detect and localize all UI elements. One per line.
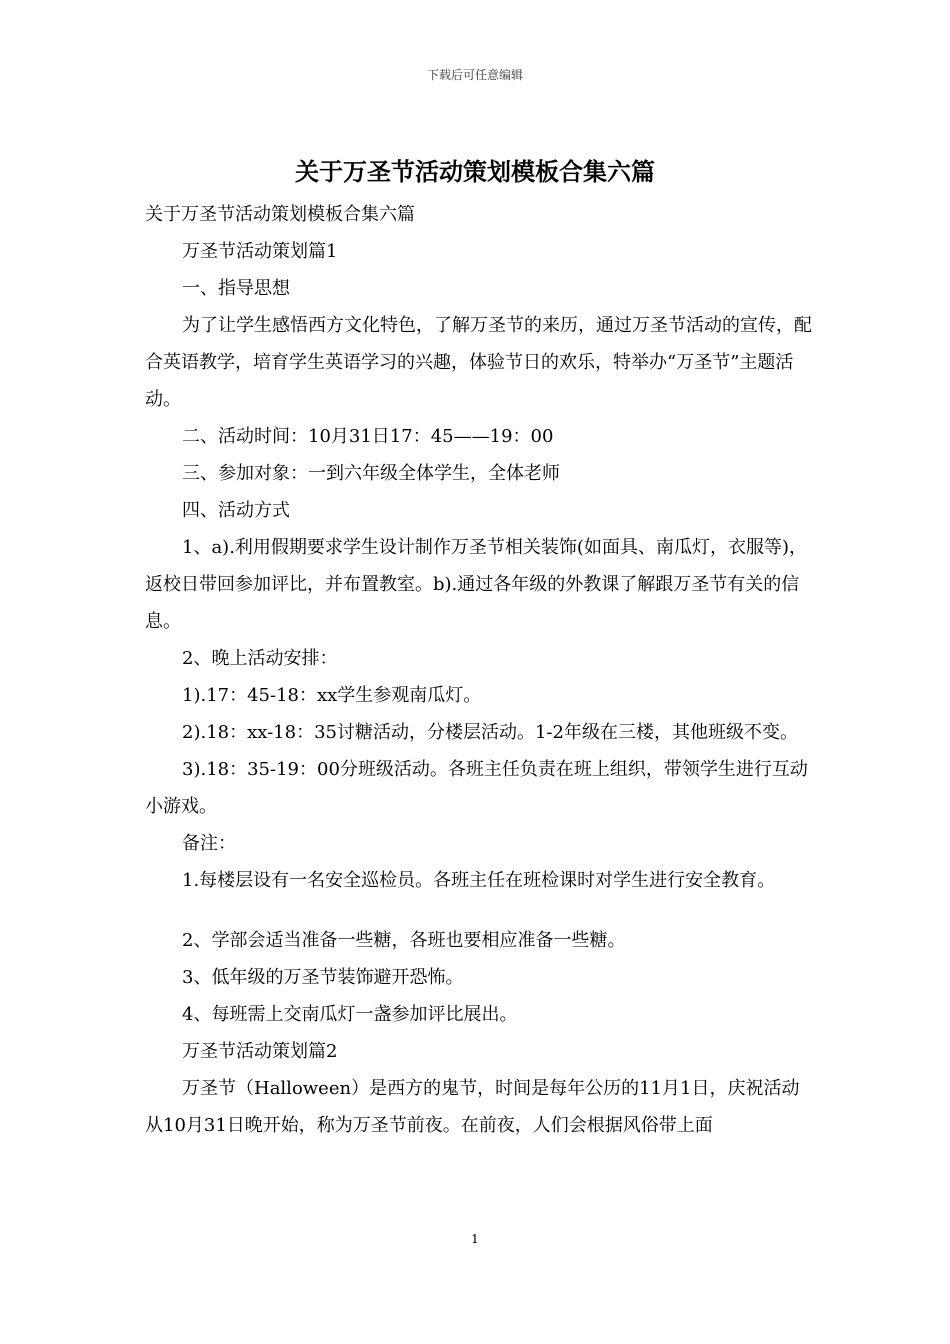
page-number: 1 — [471, 1232, 479, 1246]
list-item: 1).17：45-18：xx学生参观南瓜灯。 — [182, 685, 482, 706]
note-item: 3、低年级的万圣节装饰避开恐怖。 — [182, 967, 464, 988]
document-body — [145, 196, 817, 1144]
body-paragraph: 1、a).利用假期要求学生设计制作万圣节相关装饰(如面具、南瓜灯，衣服等)，返校日带回参加评比，并布置教室。b).通过各年级的外教课了解跟万圣节有关的信息。 — [145, 537, 807, 632]
section-heading: 万圣节活动策划篇2 — [182, 1041, 338, 1062]
body-paragraph: 二、活动时间：10月31日17：45——19：00 — [182, 426, 554, 447]
page-header: 下载后可任意编辑 — [426, 68, 523, 82]
list-item: 3).18：35-19：00分班级活动。各班主任负责在班上组织，带领学生进行互动小游戏。 — [145, 759, 808, 817]
section-heading: 一、指导思想 — [182, 278, 290, 299]
note-item: 4、每班需上交南瓜灯一盏参加评比展出。 — [182, 1004, 518, 1025]
section-heading: 四、活动方式 — [182, 500, 290, 521]
body-paragraph: 万圣节（Halloween）是西方的鬼节，时间是每年公历的11月1日，庆祝活动从10月31日晚开始，称为万圣节前夜。在前夜，人们会根据风俗带上面 — [145, 1078, 800, 1136]
note-heading: 备注： — [182, 833, 236, 854]
list-item: 2).18：xx-18：35讨糖活动，分楼层活动。1-2年级在三楼，其他班级不变。 — [182, 722, 798, 743]
note-item: 2、学部会适当准备一些糖，各班也要相应准备一些糖。 — [182, 930, 626, 951]
body-paragraph: 为了让学生感悟西方文化特色，了解万圣节的来历，通过万圣节活动的宣传，配合英语教学，培育学生英语学习的兴趣，体验节日的欢乐，特举办“万圣节”主题活动。 — [145, 315, 812, 410]
document-title: 关于万圣节活动策划模板合集六篇 — [295, 158, 655, 186]
section-heading: 万圣节活动策划篇1 — [182, 241, 338, 262]
body-paragraph: 三、参加对象：一到六年级全体学生，全体老师 — [182, 463, 560, 484]
body-paragraph: 2、晚上活动安排： — [182, 648, 338, 669]
subtitle-line: 关于万圣节活动策划模板合集六篇 — [145, 204, 415, 225]
note-item: 1.每楼层设有一名安全巡检员。各班主任在班检课时对学生进行安全教育。 — [182, 870, 776, 891]
